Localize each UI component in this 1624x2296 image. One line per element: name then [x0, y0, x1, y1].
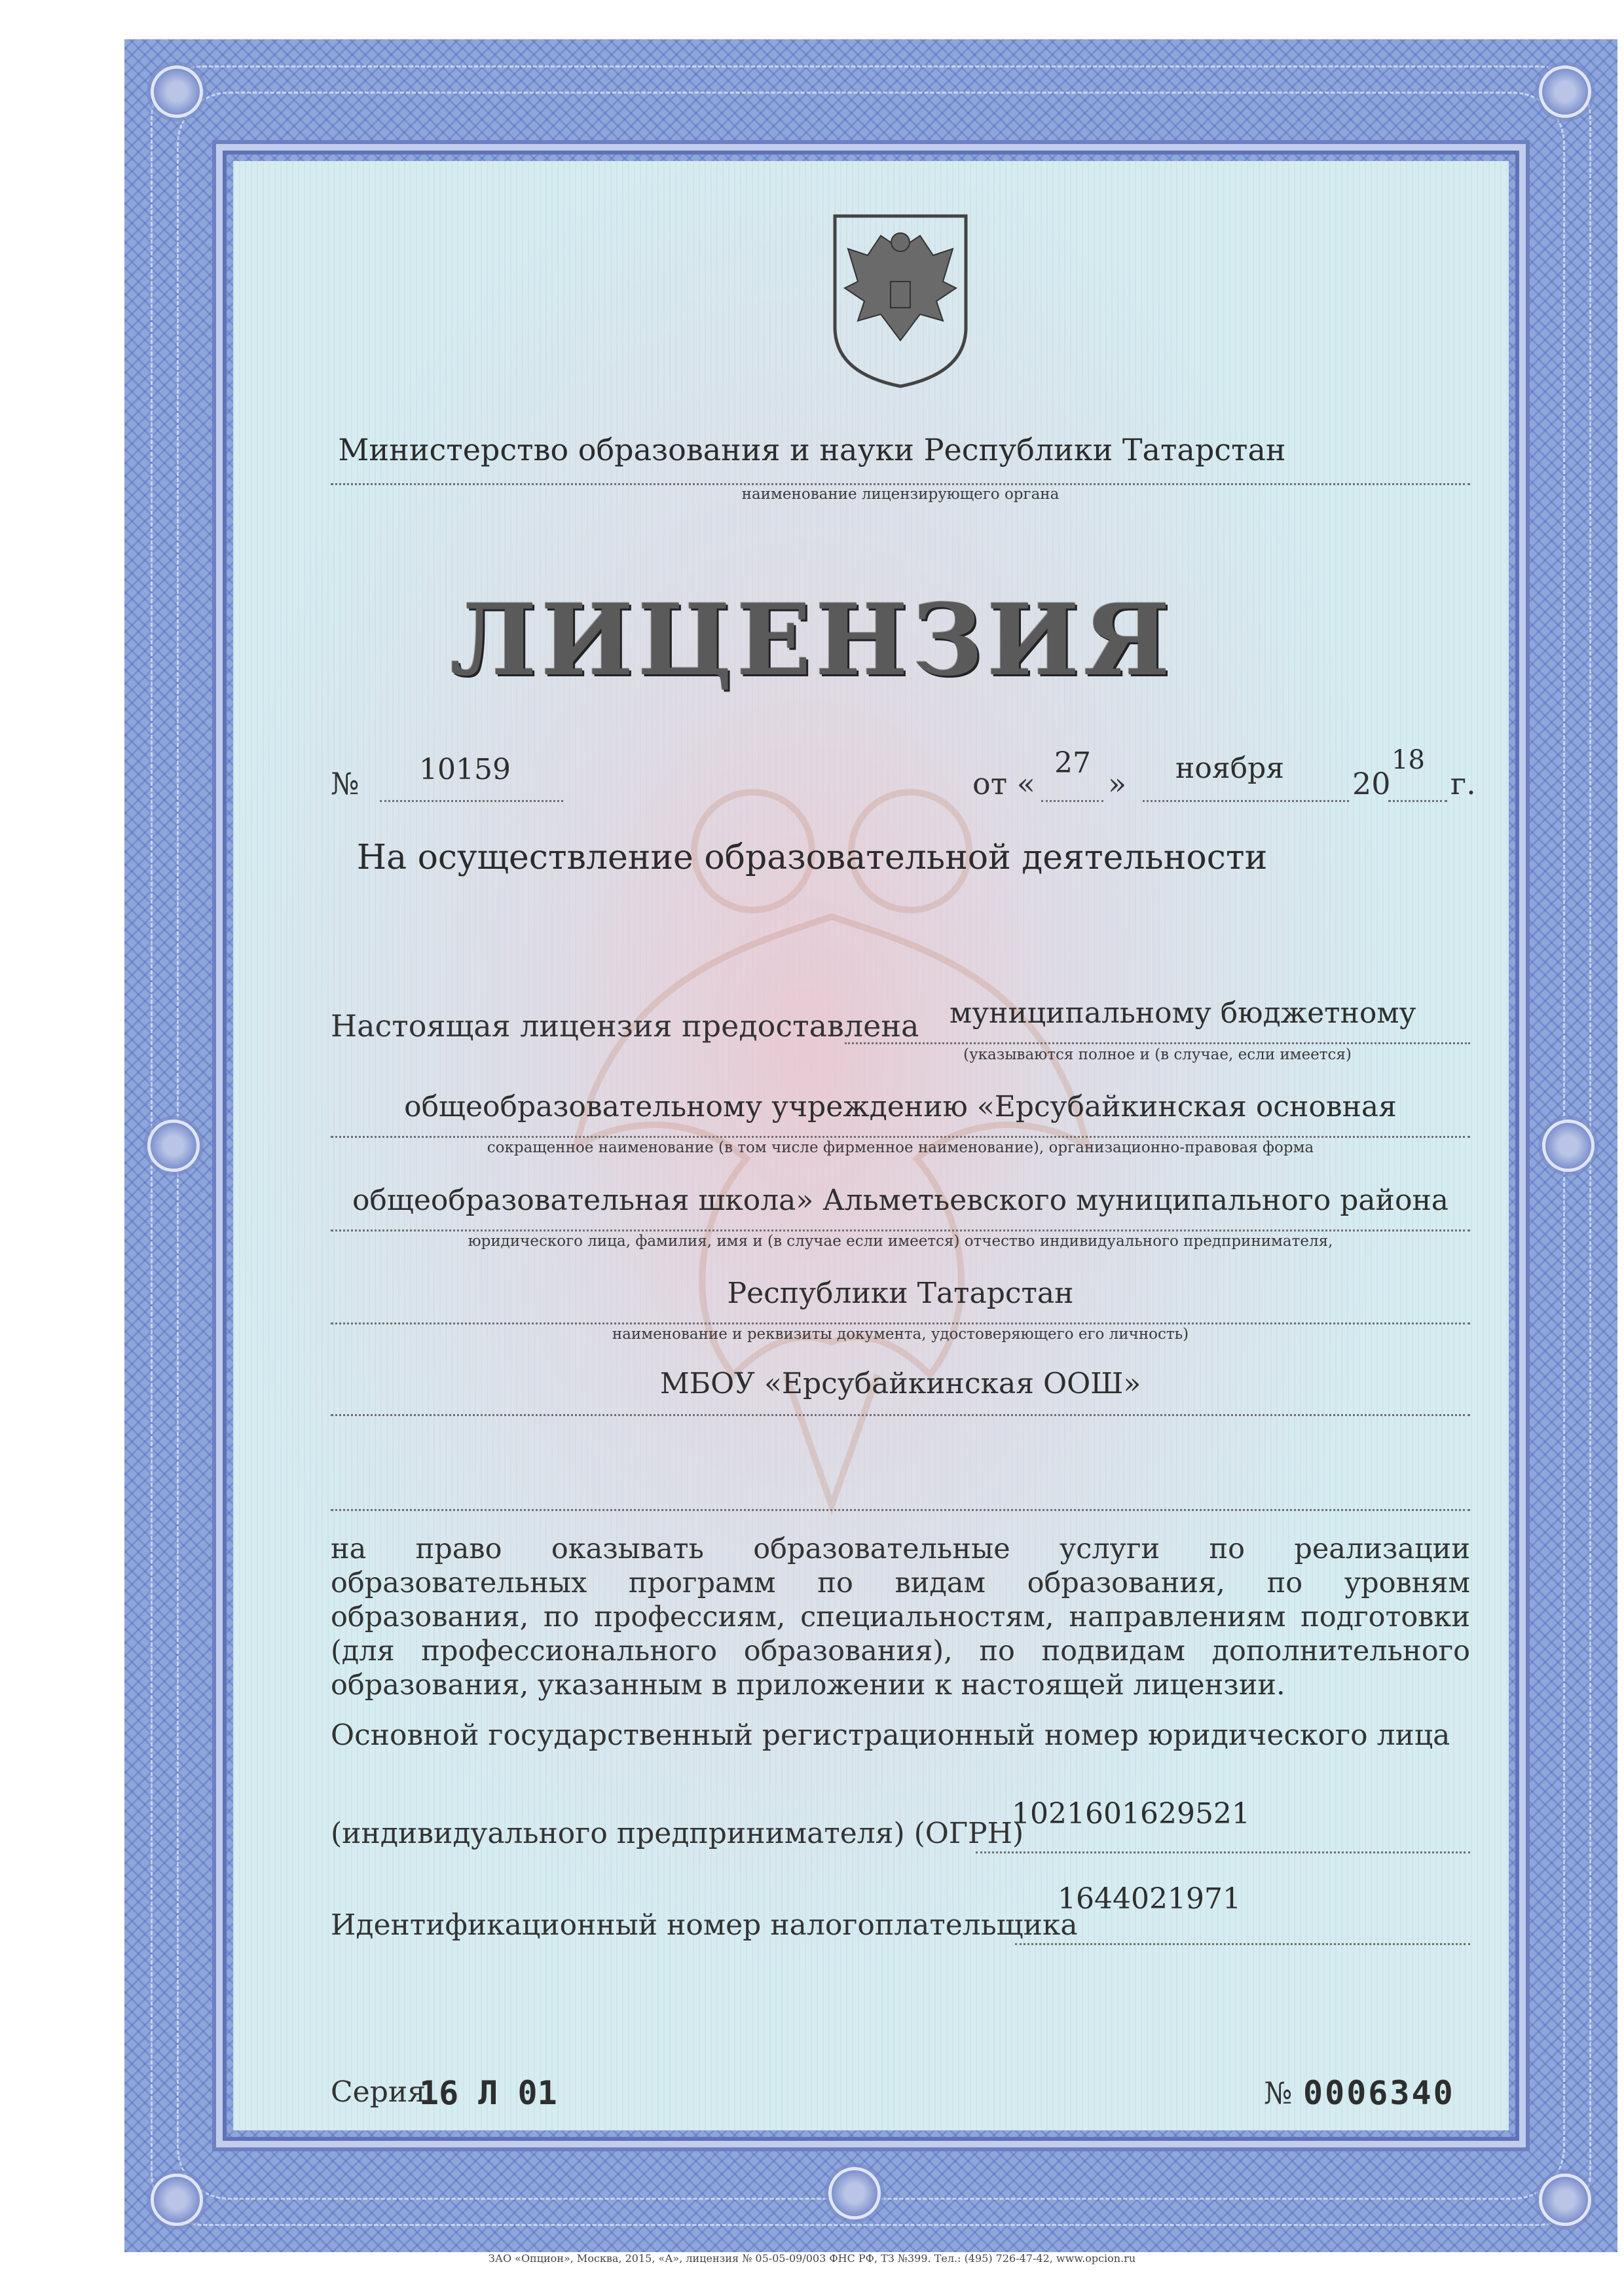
licensing-authority: Министерство образования и науки Республики Татарстан	[338, 432, 1286, 467]
form-number-label: №	[1264, 2075, 1293, 2111]
number-label: №	[331, 766, 360, 801]
date-month: ноября	[1175, 752, 1284, 785]
ogrn-label-2: (индивидуального предпринимателя) (ОГРН)	[331, 1817, 1024, 1850]
ogrn-value: 1021601629521	[1012, 1797, 1250, 1831]
date-from-label: от «	[972, 766, 1035, 801]
date-close-quote: »	[1108, 766, 1127, 801]
date-day: 27	[1054, 746, 1091, 780]
grant-line-6	[331, 1509, 1470, 1511]
document-title: ЛИЦЕНЗИЯ	[450, 583, 1174, 698]
grant-line-3	[331, 1230, 1470, 1231]
corner-ornament	[1539, 2174, 1591, 2226]
inn-label: Идентификационный номер налогоплательщика	[331, 1908, 1078, 1942]
form-number-value: 0006340	[1303, 2074, 1455, 2112]
license-rights-text: на право оказывать образовательные услуги по реализации образовательных программ по видам образования, по уровням образования, по профессиям, специальностям, направлениям подготовки (для профессионального образования), по подвидам дополнительного образования, указанным в приложении к настоящей лицензии.	[331, 1533, 1470, 1702]
year-line	[1388, 800, 1447, 802]
inn-line	[1015, 1943, 1470, 1945]
side-ornament	[147, 1120, 200, 1172]
grant-value-3: общеобразовательная школа» Альметьевского муниципального района	[352, 1184, 1449, 1217]
date-year-suffix: 18	[1392, 745, 1425, 775]
grant-caption-3: юридического лица, фамилия, имя и (в случае если имеется) отчество индивидуального предпринимателя,	[468, 1233, 1333, 1250]
corner-ornament	[151, 2174, 203, 2226]
corner-ornament	[1539, 65, 1591, 118]
grant-caption-1: (указываются полное и (в случае, если имеется)	[963, 1046, 1352, 1063]
grant-line-1	[845, 1042, 1470, 1044]
ogrn-label-1: Основной государственный регистрационный номер юридического лица	[331, 1719, 1450, 1752]
grant-value-4: Республики Татарстан	[727, 1277, 1074, 1310]
license-purpose: На осуществление образовательной деятельности	[356, 838, 1268, 877]
grant-caption-2: сокращенное наименование (в том числе фирменное наименование), организационно-правовая форма	[487, 1139, 1314, 1156]
authority-line	[331, 483, 1470, 485]
ogrn-line	[976, 1851, 1470, 1853]
date-year-unit: г.	[1450, 766, 1476, 801]
day-line	[1041, 800, 1103, 802]
grant-line-4	[331, 1322, 1470, 1324]
grant-label: Настоящая лицензия предоставлена	[331, 1008, 919, 1044]
grant-line-2	[331, 1136, 1470, 1138]
grant-value-5: МБОУ «Ерсубайкинская ООШ»	[659, 1367, 1141, 1400]
month-line	[1143, 800, 1349, 802]
grant-value-2: общеобразовательному учреждению «Ерсубайкинская основная	[404, 1090, 1397, 1123]
series-label: Серия	[331, 2075, 426, 2109]
inn-value: 1644021971	[1058, 1882, 1241, 1916]
license-number: 10159	[419, 753, 511, 786]
grant-value-1: муниципальному бюджетному	[950, 996, 1416, 1030]
coat-of-arms-icon	[828, 210, 972, 393]
authority-caption: наименование лицензирующего органа	[741, 486, 1060, 503]
corner-ornament	[151, 65, 203, 118]
date-year-prefix: 20	[1352, 766, 1391, 801]
number-line	[380, 800, 563, 802]
grant-line-5	[331, 1414, 1470, 1416]
printer-imprint: ЗАО «Опцион», Москва, 2015, «А», лицензия № 05-05-09/003 ФНС РФ, ТЗ №399. Тел.: (495) 726-47-42, www.opcion.ru	[488, 2252, 1136, 2265]
grant-caption-4: наименование и реквизиты документа, удостоверяющего его личность)	[612, 1326, 1189, 1343]
bottom-ornament	[828, 2167, 881, 2219]
series-value: 16 Л 01	[419, 2074, 557, 2112]
side-ornament	[1542, 1120, 1595, 1172]
